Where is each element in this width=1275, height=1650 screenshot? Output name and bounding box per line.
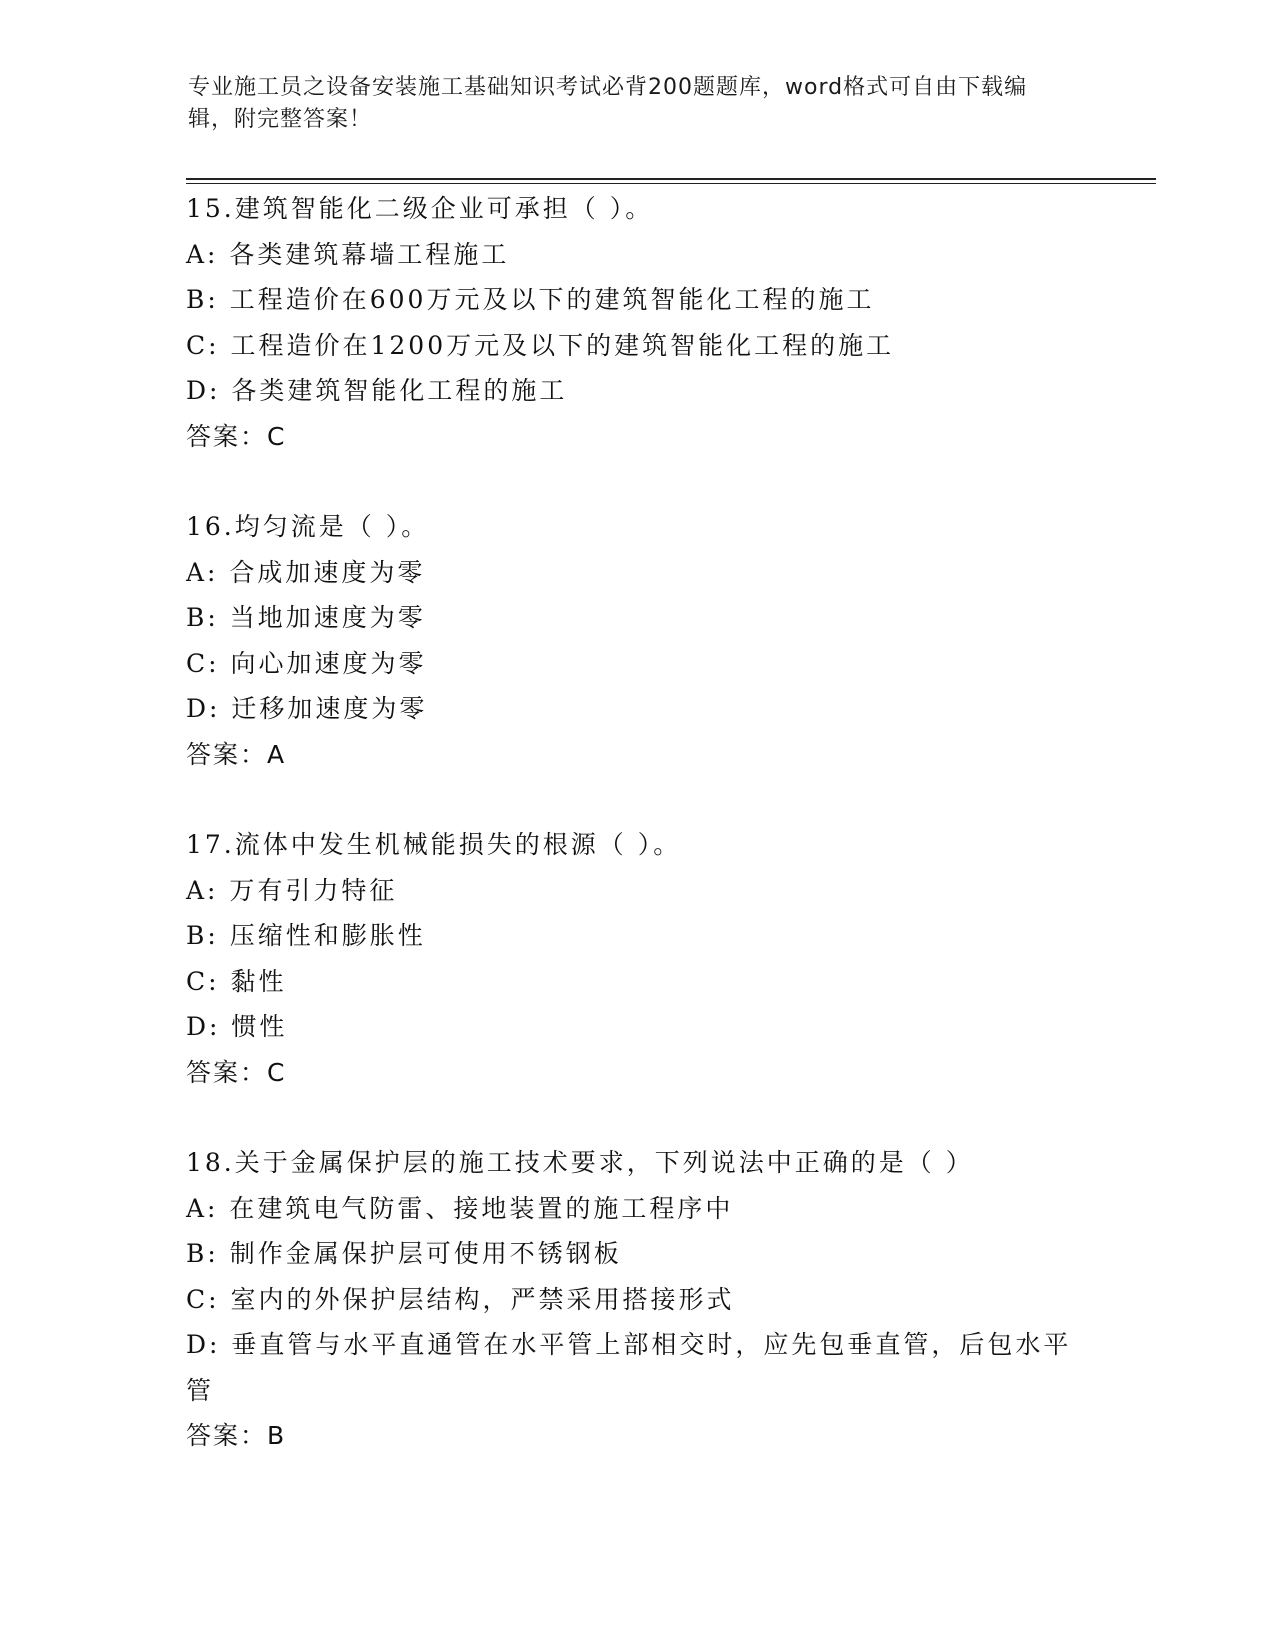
question-16 (186, 504, 1086, 777)
option-b: B: 压缩性和膨胀性 (186, 921, 426, 950)
answer: 答案：B (186, 1421, 287, 1450)
question-stem: 18.关于金属保护层的施工技术要求，下列说法中正确的是（ ） (186, 1148, 974, 1177)
option-a: A: 合成加速度为零 (186, 557, 426, 587)
question-stem: 15.建筑智能化二级企业可承担（ ）。 (186, 194, 654, 223)
option-a: A: 在建筑电气防雷、接地装置的施工程序中 (186, 1193, 734, 1223)
question-17 (186, 822, 1086, 1095)
option-d: D: 垂直管与水平直通管在水平管上部相交时，应先包垂直管，后包水平管 (186, 1330, 1072, 1405)
question-18 (186, 1140, 1086, 1459)
answer: 答案：C (186, 1057, 287, 1087)
option-c: C: 室内的外保护层结构，严禁采用搭接形式 (186, 1284, 735, 1314)
option-d: D: 惯性 (186, 1012, 288, 1041)
question-15 (186, 186, 1086, 459)
header-divider-thin (186, 183, 1156, 184)
option-c: C: 向心加速度为零 (186, 648, 427, 678)
option-c: C: 工程造价在1200万元及以下的建筑智能化工程的施工 (186, 330, 895, 360)
header-divider-thick (186, 178, 1156, 180)
option-c: C: 黏性 (186, 966, 287, 996)
document-header: 专业施工员之设备安装施工基础知识考试必背200题题库，word格式可自由下载编辑，附完整答案！ (188, 75, 1028, 132)
question-stem: 16.均匀流是（ ）。 (186, 512, 430, 541)
option-a: A: 各类建筑幕墙工程施工 (186, 239, 510, 269)
option-b: B: 工程造价在600万元及以下的建筑智能化工程的施工 (186, 285, 875, 314)
question-list (186, 186, 1086, 1504)
option-b: B: 当地加速度为零 (186, 603, 426, 632)
answer: 答案：A (186, 739, 287, 769)
option-b: B: 制作金属保护层可使用不锈钢板 (186, 1239, 622, 1268)
option-d: D: 各类建筑智能化工程的施工 (186, 376, 568, 405)
option-d: D: 迁移加速度为零 (186, 694, 428, 723)
option-a: A: 万有引力特征 (186, 875, 398, 905)
question-stem: 17.流体中发生机械能损失的根源（ ）。 (186, 830, 682, 859)
answer: 答案：C (186, 421, 287, 451)
